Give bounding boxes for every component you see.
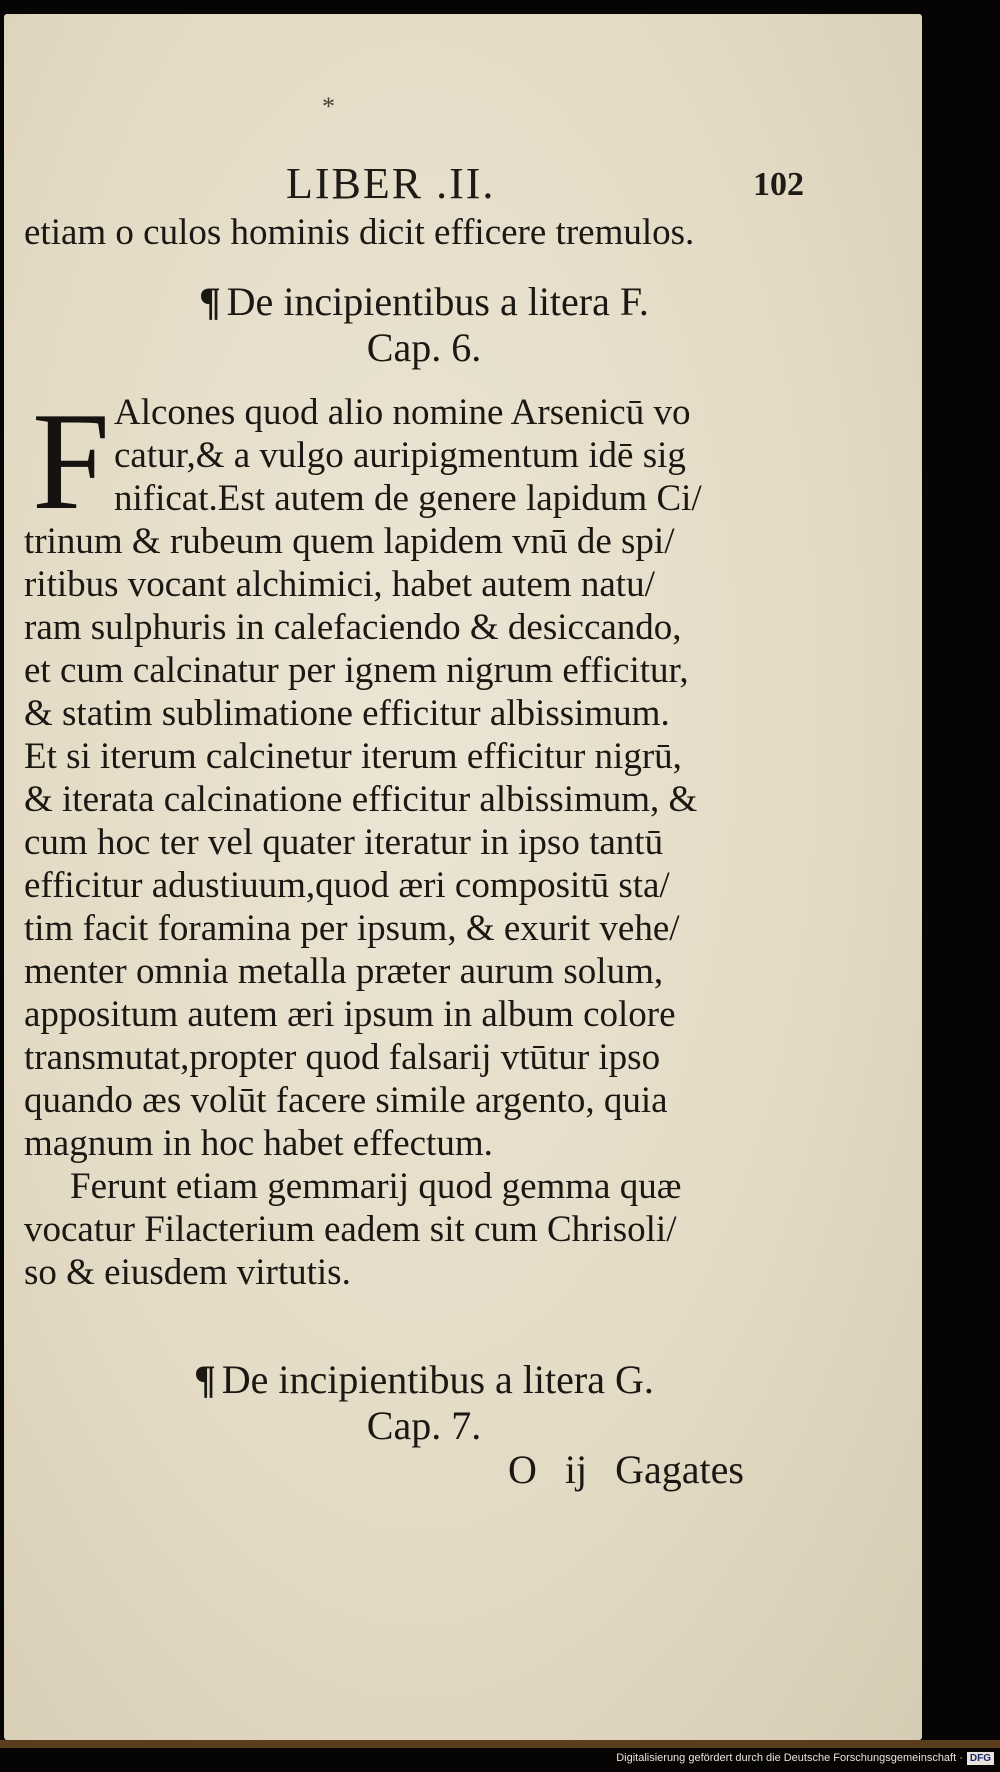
section-f-heading-text: De incipientibus a litera F. — [226, 279, 649, 324]
page-header — [24, 158, 804, 208]
text-line: so & eiusdem virtutis. — [24, 1252, 351, 1293]
text-line: magnum in hoc habet effectum. — [24, 1123, 493, 1164]
text-line: catur,& a vulgo auripigmentum idē sig — [114, 435, 686, 476]
text-line: efficitur adustiuum,quod æri compositū sta/ — [24, 865, 670, 906]
section-g-heading — [24, 1356, 824, 1403]
text-line: vocatur Filacterium eadem sit cum Chrisoli/ — [24, 1209, 677, 1250]
running-title: LIBER .II. — [286, 159, 496, 208]
text-line: Alcones quod alio nomine Arsenicū vo — [114, 392, 691, 433]
text-line: Ferunt etiam gemmarij quod gemma quæ — [70, 1166, 682, 1207]
text-line: cum hoc ter vel quater iteratur in ipso tantū — [24, 822, 664, 863]
dfg-logo: DFG — [967, 1752, 994, 1765]
text-line: Et si iterum calcinetur iterum efficitur nigrū, — [24, 736, 682, 777]
text-line: transmutat,propter quod falsarij vtūtur ipso — [24, 1037, 661, 1078]
pilcrow-icon: ¶ — [194, 1357, 216, 1402]
digitization-credit — [616, 1752, 994, 1765]
text-line: et cum calcinatur per ignem nigrum efficitur, — [24, 650, 689, 691]
text-line: ritibus vocant alchimici, habet autem natu/ — [24, 564, 655, 605]
drop-initial: F — [32, 384, 110, 539]
folio-number: 102 — [753, 166, 804, 203]
page-edge-strip — [0, 1740, 1000, 1748]
credit-text: Digitalisierung gefördert durch die Deutsche Forschungsgemeinschaft · — [616, 1752, 963, 1764]
text-line: tim facit foramina per ipsum, & exurit vehe/ — [24, 908, 680, 949]
text-line: & statim sublimatione efficitur albissimum. — [24, 693, 670, 734]
text-line: nificat.Est autem de genere lapidum Ci/ — [114, 478, 702, 519]
ornament-mark: * — [322, 92, 335, 121]
section-f-heading — [24, 278, 824, 325]
signature-and-catchword: O ij Gagates — [508, 1447, 744, 1492]
pilcrow-icon: ¶ — [199, 279, 221, 324]
text-line: quando æs volūt facere simile argento, quia — [24, 1080, 668, 1121]
section-g-chapter: Cap. 7. — [366, 1403, 482, 1448]
section-g-heading-text: De incipientibus a litera G. — [221, 1357, 654, 1402]
text-line: trinum & rubeum quem lapidem vnū de spi/ — [24, 521, 675, 562]
text-line: & iterata calcinatione efficitur albissimum, & — [24, 779, 698, 820]
text-line: appositum autem æri ipsum in album colore — [24, 994, 676, 1035]
text-line: menter omnia metalla præter aurum solum, — [24, 951, 664, 992]
intro-line: etiam o culos hominis dicit efficere tremulos. — [24, 212, 695, 253]
text-line: ram sulphuris in calefaciendo & desiccando, — [24, 607, 682, 648]
section-f-chapter: Cap. 6. — [366, 325, 482, 370]
